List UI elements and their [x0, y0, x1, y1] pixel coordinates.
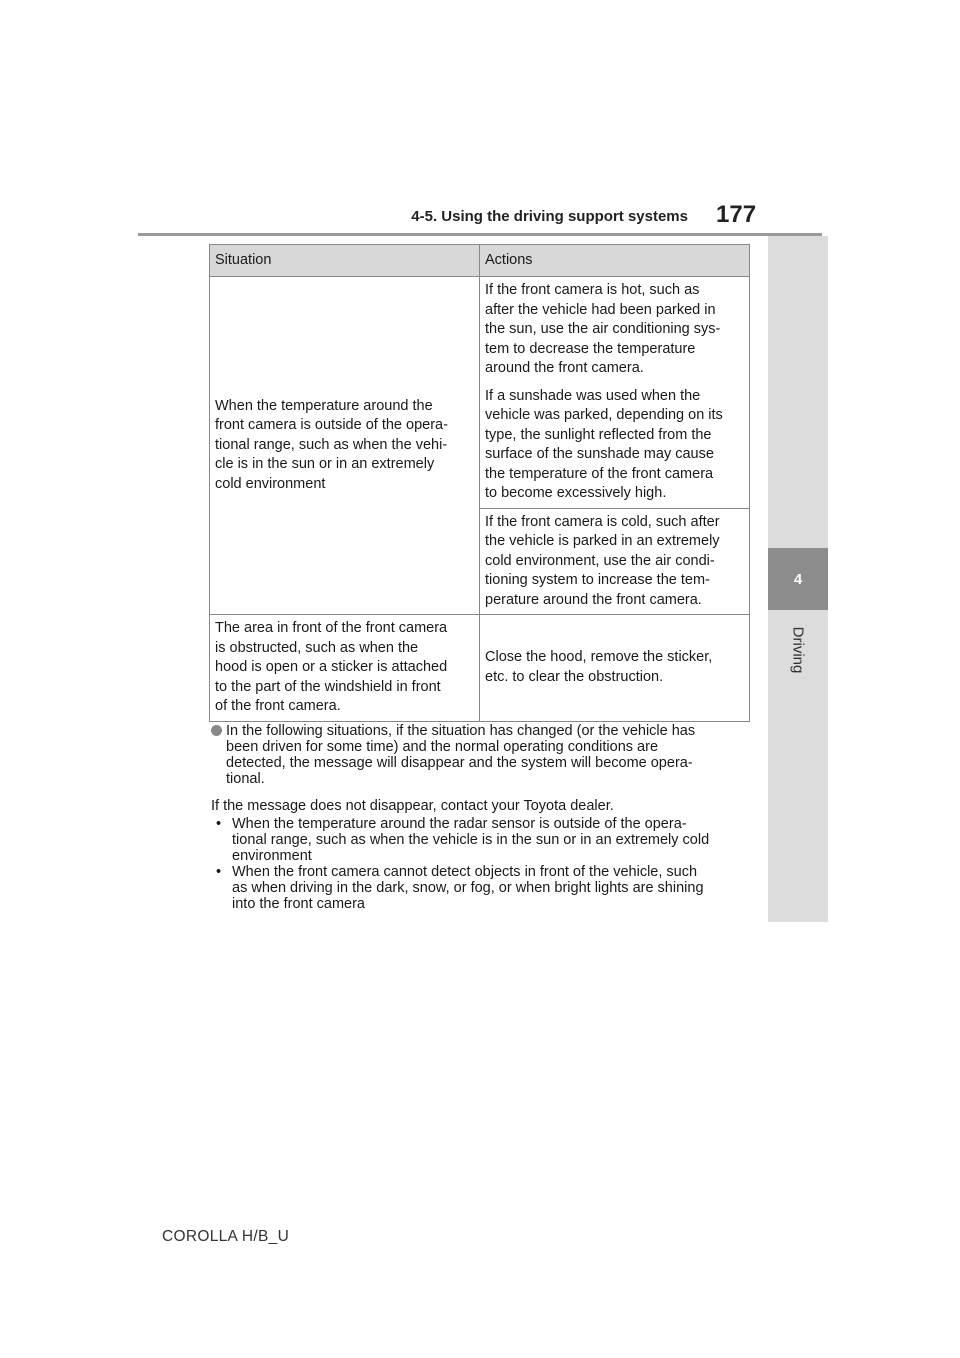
table-row — [210, 277, 750, 509]
lead-sentence: If the message does not disappear, contact your Toyota dealer. — [211, 798, 614, 814]
footer-model: COROLLA H/B_U — [162, 1228, 290, 1245]
list-item: • When the temperature around the radar sensor is outside of the opera- tional range, such as when the vehicle is in the sun or in an extremely cold environment — [216, 816, 710, 864]
body-text — [211, 798, 756, 912]
bullet-paragraph: In the following situations, if the situation has changed (or the vehicle has been driven for some time) and the normal operating conditions are detected, the message will disappear and the system will become opera- tional. — [211, 723, 751, 787]
situation-action-table — [209, 244, 750, 722]
list-bullet: • — [216, 816, 222, 832]
situation-cell — [210, 615, 480, 722]
column-header-actions: Actions — [480, 245, 750, 277]
column-header-situation: Situation — [210, 245, 480, 277]
bullet-dot-icon — [211, 725, 222, 736]
action-cell — [480, 508, 750, 615]
table-row — [210, 615, 750, 722]
chapter-label: Driving — [789, 626, 807, 674]
header-rule — [138, 233, 822, 236]
action-text: Close the hood, remove the sticker, etc. to clear the obstruction. — [485, 649, 713, 685]
action-cell — [480, 615, 750, 722]
page-number: 177 — [716, 201, 757, 228]
list-bullet: • — [216, 864, 222, 880]
situation-text: The area in front of the front camera is obstructed, such as when the hood is open or a sticker is attached to the part of the windshield in front of the front camera. — [215, 620, 448, 714]
situation-cell — [210, 277, 480, 615]
action-text: If a sunshade was used when the vehicle was parked, depending on its type, the sunlight reflected from the surface of the sunshade may cause the temperature of the front camera to become excessively high. — [485, 387, 723, 501]
action-cell — [480, 277, 750, 509]
action-text: If the front camera is cold, such after the vehicle is parked in an extremely cold environment, use the air condi- tioning system to increase the tem- perature around the front camera. — [485, 513, 720, 608]
table-header-row — [210, 245, 750, 277]
list-item: • When the front camera cannot detect objects in front of the vehicle, such as when driving in the dark, snow, or fog, or when bright lights are shining into the front camera — [216, 864, 704, 912]
action-text: If the front camera is hot, such as after the vehicle had been parked in the sun, use the air conditioning sys- tem to decrease the temperature around the front camera. — [485, 282, 721, 376]
section-title: 4-5. Using the driving support systems — [411, 208, 688, 225]
chapter-number: 4 — [768, 548, 828, 610]
situation-text: When the temperature around the front camera is outside of the opera- tional range, such as when the vehi- cle is in the sun or in an extremely cold environment — [215, 397, 448, 492]
